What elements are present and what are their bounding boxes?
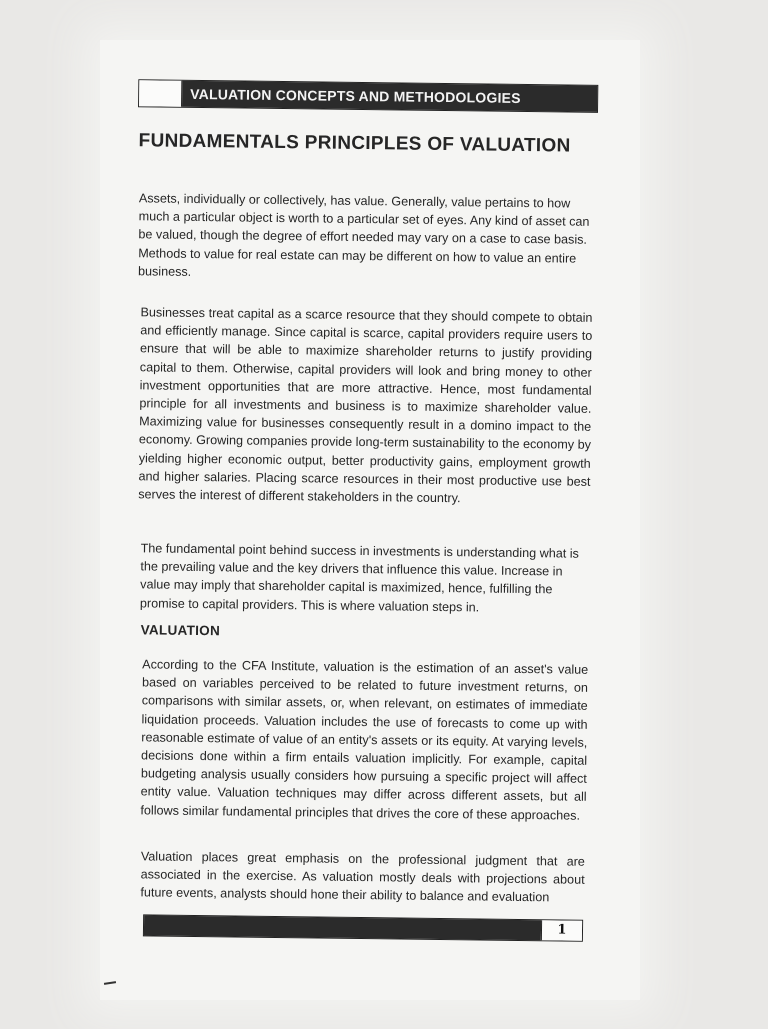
paragraph-cfa-definition: According to the CFA Institute, valuation is the estimation of an asset's value based on variables perceived to be related to future investment returns, on comparisons with similar assets, or, when relevant, on estimates of immediate liquidation proceeds. Valuation includes the use of forecasts to come up with reasonable estimate of value of an entity's assets or its equity. At varying levels, decisions done within a firm entails valuation implicitly. For example, capital budgeting analysis usually considers how pursuing a specific project will affect entity value. Valuation techniques may differ across different assets, but all follows similar fundamental principles that drives the core of these approaches. bbox=[140, 657, 589, 823]
page-number: 1 bbox=[541, 920, 582, 940]
valuation-heading: VALUATION bbox=[140, 622, 221, 639]
section-header-bar bbox=[138, 79, 598, 113]
header-blank-box bbox=[139, 80, 182, 107]
section-header-title: VALUATION CONCEPTS AND METHODOLOGIES bbox=[182, 81, 597, 112]
footer-fill bbox=[144, 915, 541, 940]
chapter-title: FUNDAMENTALS PRINCIPLES OF VALUATION bbox=[138, 130, 571, 157]
paragraph-investments: The fundamental point behind success in investments is understanding what is the prevailing value and the key drivers that influence this value. Increase in value may imply that shareholder capital is maximized, hence, fulfilling the promise to capital providers. This is where valuation steps in. bbox=[139, 541, 579, 615]
paragraph-professional-judgment: Valuation places great emphasis on the professional judgment that are associated in the exercise. As valuation mostly deals with projections about future events, analysts should hone their ability to balance and evaluation bbox=[140, 849, 585, 905]
paragraph-assets: Assets, individually or collectively, has value. Generally, value pertains to how much a particular object is worth to a particular set of eyes. Any kind of asset can be valued, though the degree of effort needed may vary on a case to case basis. Methods to value for real estate can may be different on how to value an entire business. bbox=[137, 191, 590, 279]
footer-bar bbox=[143, 914, 583, 941]
paragraph-capital: Businesses treat capital as a scarce resource that they should compete to obtain and efficiently manage. Since capital is scarce, capital providers require users to ensure that will be able to maximize shareholder returns to justify providing capital to them. Otherwise, capital providers will look and bring money to other investment opportunities that are more attractive. Hence, most fundamental principle for all investments and business is to maximize shareholder value. Maximizing value for businesses consequently result in a domino impact to the economy. Growing companies provide long-term sustainability to the economy by yielding higher economic output, better productivity gains, employment growth and higher salaries. Placing scarce resources in their most productive use best serves the interest of different stakeholders in the country. bbox=[138, 305, 593, 506]
